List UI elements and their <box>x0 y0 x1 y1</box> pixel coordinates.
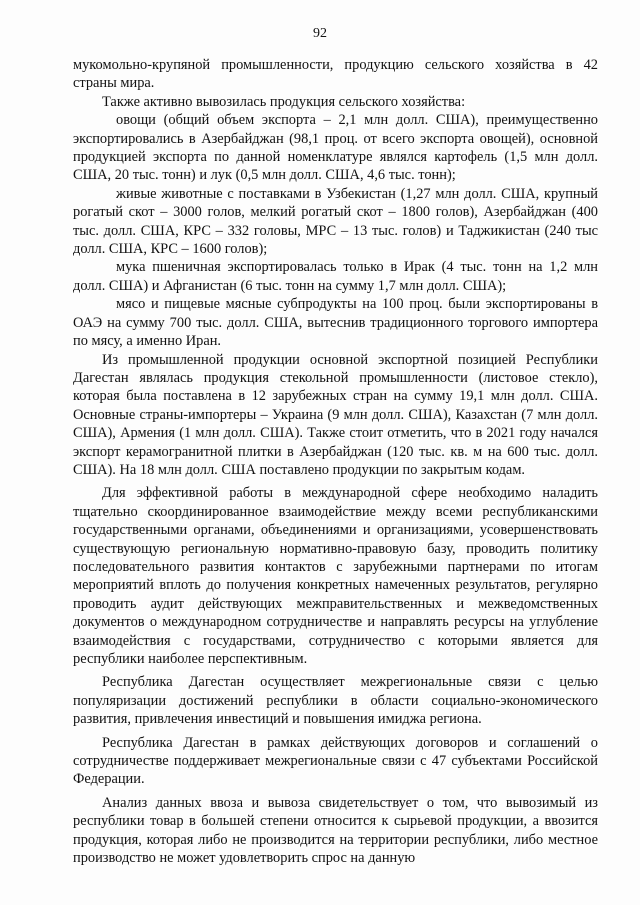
paragraph-vegetables: овощи (общий объем экспорта – 2,1 млн долл. США), преимущественно экспортировались в Азербайджан (98,1 проц. от всего экспорта овощей), основной продукцией экспорта по данной номенклатуре являлся картофель (1,5 млн долл. США, 20 тыс. тонн) и лук (0,5 млн долл. США, 4,6 тыс. тонн); <box>73 112 598 184</box>
body-text <box>73 56 598 867</box>
paragraph-continuation: мукомольно-крупяной промышленности, продукцию сельского хозяйства в 42 страны мира. <box>73 57 598 92</box>
paragraph-flour: мука пшеничная экспортировалась только в Ирак (4 тыс. тонн на 1,2 млн долл. США) и Афганистан (6 тыс. тонн на сумму 1,7 млн долл. США); <box>73 259 598 294</box>
paragraph-livestock: живые животные с поставками в Узбекистан (1,27 млн долл. США, крупный рогатый скот – 3000 голов, мелкий рогатый скот – 1800 голов), Азербайджан (400 тыс. долл. США, КРС – 332 головы, МРС – 13 тыс. голов) и Таджикистан (240 тыс долл. США, КРС – 1600 голов); <box>73 185 598 258</box>
paragraph-industrial: Из промышленной продукции основной экспортной позицией Республики Дагестан являлась продукция стекольной промышленности (листовое стекло), которая была поставлена в 12 зарубежных стран на сумму 19,1 млн долл. США. Основные страны-импортеры – Украина (9 млн долл. США), Казахстан (7 млн долл. США), Армения (1 млн долл. США). Также стоит отметить, что в 2021 году начался экспорт керамогранитной плитки в Азербайджан (120 тыс. кв. м на 600 тыс. долл. США). На 18 млн долл. США поставлено продукции по закрытым кодам. <box>73 351 598 478</box>
paragraph-analysis: Анализ данных ввоза и вывоза свидетельствует о том, что вывозимый из республики товар в большей степени относится к сырьевой продукции, а ввозится продукция, которая либо не производится на территории республики, либо местное производство не может удовлетворить спрос на данную <box>73 794 598 867</box>
paragraph-interregional: Республика Дагестан осуществляет межрегиональные связи с целью популяризации достижений республики в области социально-экономического развития, привлечения инвестиций и повышения имиджа региона. <box>73 674 598 728</box>
paragraph-subjects: Республика Дагестан в рамках действующих договоров и соглашений о сотрудничестве поддерживает межрегиональные связи с 47 субъектами Российской Федерации. <box>73 734 598 788</box>
paragraph-meat: мясо и пищевые мясные субпродукты на 100 проц. были экспортированы в ОАЭ на сумму 700 тыс. долл. США, вытеснив традиционного торгового импортера по мясу, а именно Иран. <box>73 296 598 350</box>
paragraph-cooperation: Для эффективной работы в международной сфере необходимо наладить тщательно скоординированное взаимодействие между всеми республиканскими государственными органами, объединениями и организациями, усовершенствовать существующую региональную нормативно-правовую базу, проводить политику последовательного развития контактов с зарубежными партнерами по итогам мероприятий вплоть до получения конкретных намеченных результатов, регулярно проводить аудит действующих межправительственных и межведомственных документов о международном сотрудничестве и направлять ресурсы на углубление взаимодействия с государствами, сотрудничество с которыми является для республики наиболее перспективным. <box>73 485 598 667</box>
page-number: 92 <box>313 26 327 41</box>
paragraph-agri-intro: Также активно вывозилась продукция сельского хозяйства: <box>102 93 466 110</box>
